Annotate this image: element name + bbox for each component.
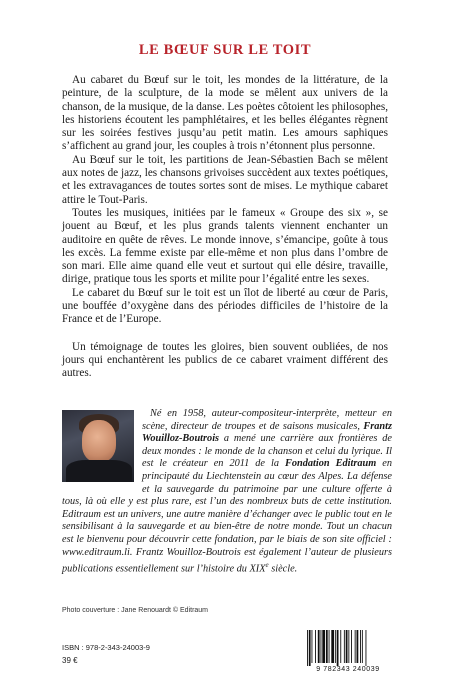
foundation-name: Fondation Editraum (285, 458, 377, 470)
barcode-bar (321, 630, 322, 663)
barcode-bar (340, 630, 341, 663)
bio-segment: Né en 1958, auteur-compositeur-interprète, metteur en scène, directeur de troupes et de saisons musicales, (142, 408, 392, 432)
barcode-bar (329, 630, 330, 663)
author-biography (62, 408, 392, 576)
barcode-bar (366, 630, 367, 666)
summary-paragraph: Au cabaret du Bœuf sur le toit, les mondes de la littérature, de la peinture, de la sculpture, de la mode se mêlent aux univers de la chanson, de la musique, de la danse. Les poètes côtoient les philosophes, les historiens écoutent les pamphlétaires, et les belles élégantes règnent sur les soirées festives jusqu’au petit matin. Les amours saphiques s’affichent au grand jour, les couples à trois n’étonnent plus personne. (62, 74, 388, 153)
century-superscript: e (265, 561, 269, 570)
barcode-bar (357, 630, 359, 663)
barcode-bar (335, 630, 336, 663)
bio-segment: a mené une carrière aux frontières de deux mondes : le monde de la chanson et celui du lyrique. Il est le créateur en 2011 de la (142, 433, 392, 470)
barcode-bar (348, 630, 349, 663)
price-label: 39 € (62, 656, 78, 665)
bio-segment: en principauté du Liechtenstein au cœur des Alpes. La défense et la sauvegarde du patrimoine par une culture offerte à tous, là où elle y est plus rare, est l’un des nombreux buts de cette institution. Editraum est un univers, une autre manière d’échanger avec le public tout en le sensibilisant à la sauvegarde et au bien-être de notre monde. Tout un chacun est le bienvenu pour découvrir cette fondation, par le biais de son site officiel : www.editraum.li. Frantz Wouilloz-Boutrois est également l’auteur de plusieurs publications essentiellement sur l’histoire du XIX (62, 458, 392, 575)
author-portrait-photo (62, 410, 134, 482)
barcode-bar (326, 630, 328, 663)
bio-segment: siècle. (268, 563, 298, 575)
barcode-bar (362, 630, 363, 663)
author-name: Frantz Wouilloz-Boutrois (142, 420, 392, 445)
barcode-bar (312, 630, 313, 663)
barcode-bar (346, 630, 348, 663)
barcode-bar (344, 630, 345, 663)
barcode-bar (355, 630, 356, 663)
summary-paragraph: Au Bœuf sur le toit, les partitions de Jean-Sébastien Bach se mêlent aux notes de jazz, les chansons grivoises succèdent aux textes poétiques, et les extravagances de toutes sortes sont de mises. Le mythique cabaret attire le Tout-Paris. (62, 153, 388, 206)
summary-paragraph: Le cabaret du Bœuf sur le toit est un îlot de liberté au cœur de Paris, une bouffée d’oxygène dans des périodes difficiles de l’histoire de la France et de l’Europe. (62, 286, 388, 326)
summary-paragraph: Toutes les musiques, initiées par le fameux « Groupe des six », se jouent au Bœuf, et les plus grands talents viennent enchanter un auditoire en quête de rêves. Le monde innove, s’émancipe, goûte à tous les excès. La femme existe par elle-même et non plus dans l’ombre de son mari. Elle aime quand elle veut et surtout qui elle désire, travaille, dirige, pratique tous les sports et milite pour l’égalité entre les sexes. (62, 206, 388, 286)
barcode-bar (307, 630, 308, 666)
back-cover-summary (62, 74, 388, 381)
barcode-bar (322, 630, 325, 663)
photo-credit: Photo couverture : Jane Renouardt © Editraum (62, 607, 209, 614)
barcode-bar (351, 630, 352, 663)
barcode-digits: 9 782343 240039 (316, 666, 380, 673)
barcode-bar (309, 630, 311, 666)
isbn-number: ISBN : 978-2-343-24003-9 (62, 643, 150, 652)
book-title: LE BŒUF SUR LE TOIT (138, 42, 312, 58)
barcode-bar (360, 630, 361, 663)
summary-paragraph: Un témoignage de toutes les gloires, bien souvent oubliées, de nos jours qui enchantèrent les publics de ce cabaret vraiment différent des autres. (62, 340, 388, 380)
barcode-bar (337, 630, 339, 666)
barcode-graphic (306, 630, 392, 670)
barcode-bar (331, 630, 334, 663)
barcode-bar (315, 630, 316, 663)
barcode-bar (318, 630, 320, 663)
